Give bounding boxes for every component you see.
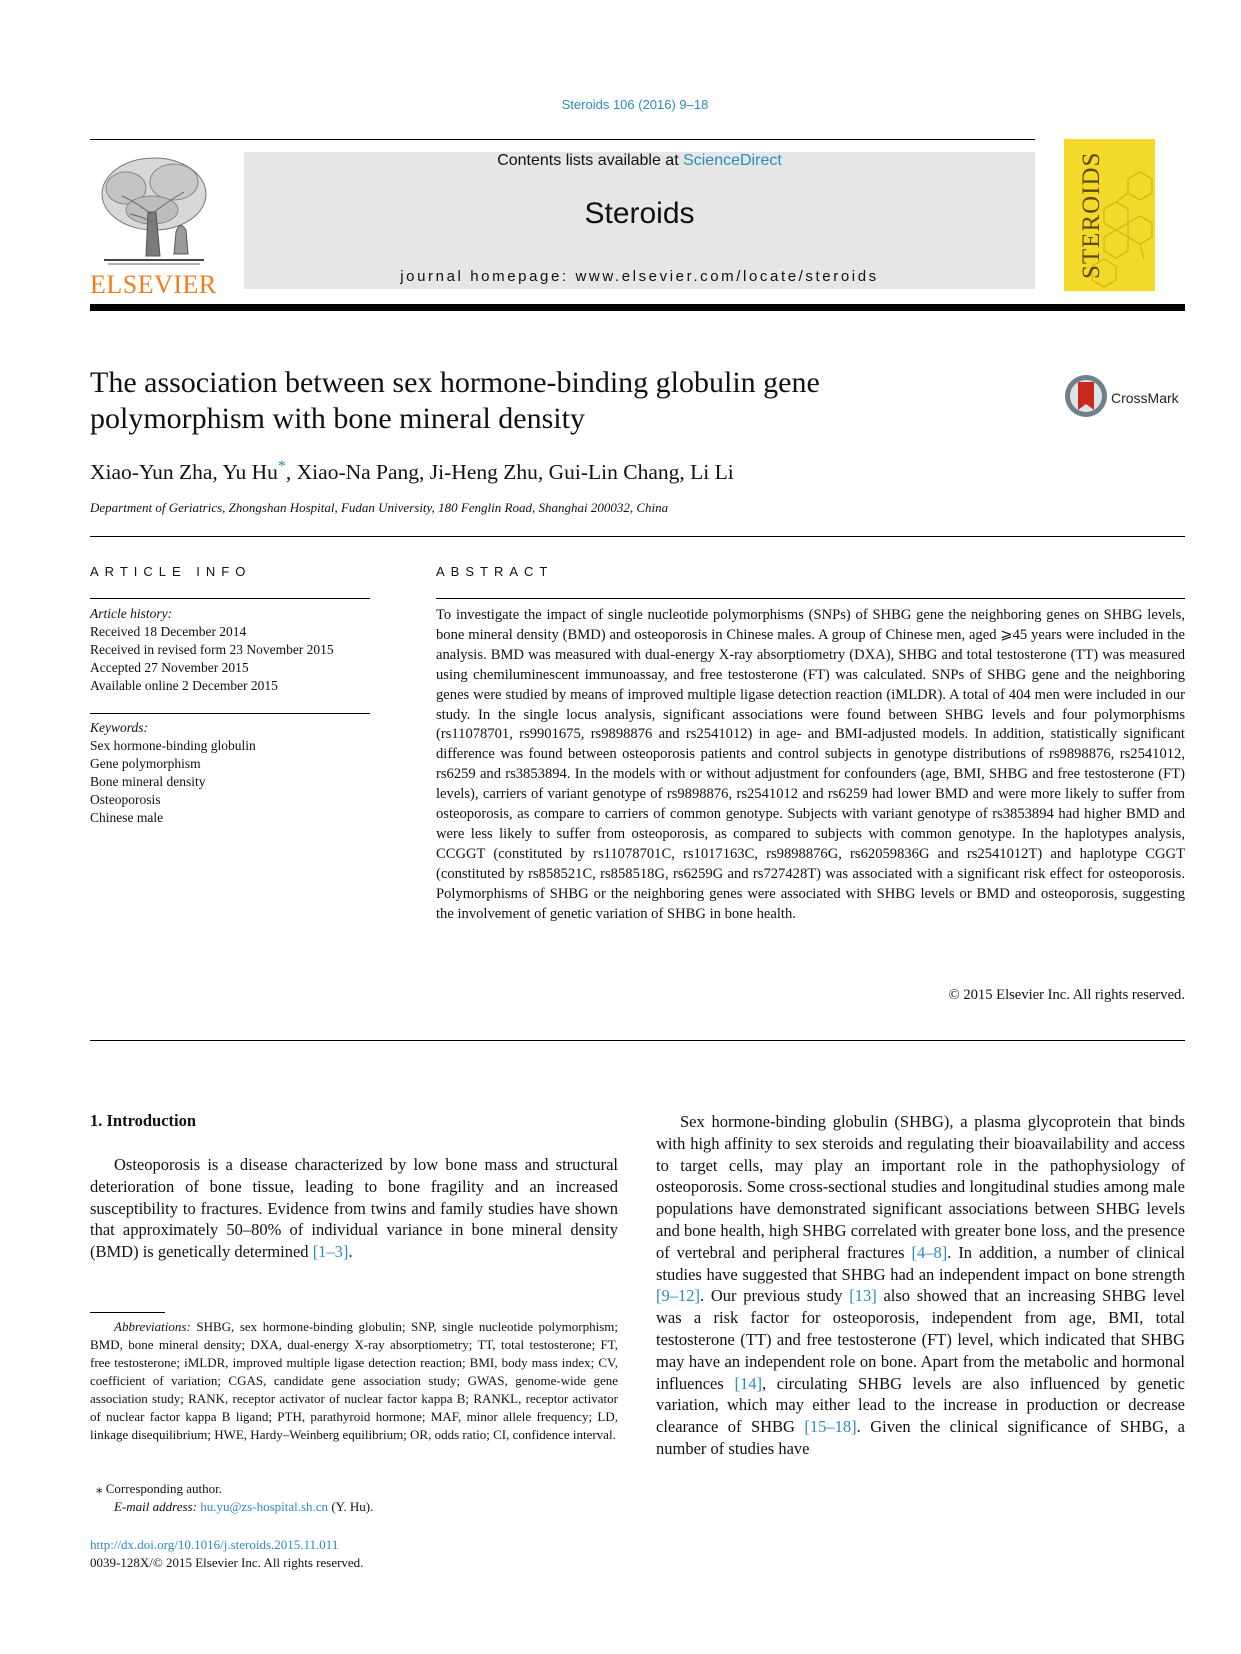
intro-p2-part: . Our previous study xyxy=(700,1286,850,1306)
header-thick-rule xyxy=(90,304,1185,311)
abbreviations-label: Abbreviations: xyxy=(114,1319,191,1334)
keyword-item: Osteoporosis xyxy=(90,792,161,807)
email-suffix: (Y. Hu). xyxy=(328,1499,374,1514)
authors-rest: , Xiao-Na Pang, Ji-Heng Zhu, Gui-Lin Chang, Li Li xyxy=(285,460,734,485)
crossmark-badge[interactable] xyxy=(1064,374,1184,422)
footnote-rule xyxy=(90,1312,165,1313)
crossmark-label: CrossMark xyxy=(1111,390,1179,406)
journal-homepage[interactable]: journal homepage: www.elsevier.com/locate/steroids xyxy=(400,268,879,285)
reference-link[interactable]: [1–3] xyxy=(312,1242,349,1262)
header-rule xyxy=(90,139,1035,140)
history-item: Received 18 December 2014 xyxy=(90,624,247,639)
issn-line: 0039-128X/© 2015 Elsevier Inc. All rights reserved. xyxy=(90,1555,364,1570)
contents-line xyxy=(244,152,1035,170)
article-info-rule xyxy=(90,598,370,599)
keywords-rule xyxy=(90,713,370,714)
doi-link[interactable]: http://dx.doi.org/10.1016/j.steroids.2015.11.011 xyxy=(90,1537,339,1552)
abbreviations-footnote xyxy=(90,1318,618,1444)
elsevier-logo[interactable] xyxy=(90,152,217,299)
email-link[interactable]: hu.yu@zs-hospital.sh.cn xyxy=(200,1499,329,1514)
history-item: Available online 2 December 2015 xyxy=(90,678,278,693)
keyword-item: Gene polymorphism xyxy=(90,756,201,771)
keyword-item: Bone mineral density xyxy=(90,774,206,789)
keyword-item: Sex hormone-binding globulin xyxy=(90,738,256,753)
intro-p2-part: . In addition, a number of clinical studies have suggested that SHBG had an independent impact on bone strength xyxy=(656,1242,1185,1284)
intro-p2-part: also showed that an increasing SHBG level was a risk factor for osteoporosis, independent from age, BMI, total testosterone (TT) and free testosterone (FT) level, which indicated that SHBG may have an independent role on bone. Apart from the metabolic and hormonal influences xyxy=(656,1286,1185,1393)
reference-link[interactable]: [4–8] xyxy=(911,1242,948,1262)
reference-link[interactable]: [14] xyxy=(734,1373,762,1393)
history-item: Accepted 27 November 2015 xyxy=(90,660,249,675)
intro-paragraph-2 xyxy=(656,1111,1185,1460)
article-title: The association between sex hormone-binding globulin gene polymorphism with bone mineral density xyxy=(90,366,820,435)
reference-link[interactable]: [13] xyxy=(849,1286,877,1306)
journal-citation[interactable]: Steroids 106 (2016) 9–18 xyxy=(561,97,709,112)
authors-first: Xiao-Yun Zha, Yu Hu xyxy=(90,460,278,485)
article-info-heading: ARTICLE INFO xyxy=(90,564,252,579)
abbreviations-text: SHBG, sex hormone-binding globulin; SNP, single nucleotide polymorphism; BMD, bone mineral density; DXA, dual-energy X-ray absorptiometry; TT, total testosterone; FT, free testosterone; iMLDR, improved multiple ligase detection reaction; BMI, body mass index; CV, coefficient of variation; CGAS, candidate gene association study; GWAS, genome-wide gene association study; RANK, receptor activator of nuclear factor kappa B; RANKL, receptor activator of nuclear factor kappa B ligand; PTH, parathyroid hormone; MAF, minor allele frequency; LD, linkage disequilibrium; HWE, Hardy–Weinberg equilibrium; OR, odds ratio; CI, confidence interval. xyxy=(90,1319,618,1442)
contents-prefix: Contents lists available at xyxy=(497,152,684,169)
intro-p1-text: Osteoporosis is a disease characterized by low bone mass and structural deterioration of bone tissue, leading to bone fragility and an increased susceptibility to fractures. Evidence from twins and family studies have shown that approximately 50–80% of individual variance in bone mineral density (BMD) is genetically determined xyxy=(90,1155,618,1262)
section-heading: 1. Introduction xyxy=(90,1111,197,1130)
journal-cover[interactable] xyxy=(1064,139,1155,291)
intro-p1-end: . xyxy=(348,1242,353,1262)
abstract-heading: ABSTRACT xyxy=(436,564,554,579)
abstract-rule xyxy=(436,598,1185,599)
affiliation: Department of Geriatrics, Zhongshan Hospital, Fudan University, 180 Fenglin Road, Shanghai 200032, China xyxy=(90,500,669,515)
keywords-list xyxy=(90,719,256,827)
email-line xyxy=(90,1499,373,1515)
journal-name: Steroids xyxy=(584,197,695,230)
intro-paragraph-1 xyxy=(90,1154,618,1263)
intro-p2-part: . Given the clinical significance of SHBG, a number of studies have xyxy=(656,1417,1185,1458)
history-label: Article history: xyxy=(90,606,173,621)
reference-link[interactable]: [9–12] xyxy=(656,1286,700,1306)
corresponding-author-mark[interactable]: * xyxy=(277,458,286,475)
abstract-copyright: © 2015 Elsevier Inc. All rights reserved. xyxy=(948,987,1185,1003)
journal-banner xyxy=(244,152,1035,289)
email-label: E-mail address: xyxy=(114,1499,197,1514)
affiliation-rule xyxy=(90,536,1185,537)
corresponding-author-note: ⁎ Corresponding author. xyxy=(96,1481,223,1496)
author-list xyxy=(90,458,734,485)
elsevier-wordmark: ELSEVIER xyxy=(90,270,217,299)
cover-title: STEROIDS xyxy=(1078,151,1105,279)
keyword-item: Chinese male xyxy=(90,810,164,825)
keywords-label: Keywords: xyxy=(90,720,148,735)
abstract-text: To investigate the impact of single nucleotide polymorphisms (SNPs) of SHBG gene the neighboring genes on SHBG levels, bone mineral density (BMD) and osteoporosis in Chinese males. A group of Chinese men, aged ⩾45 years were included in the analysis. BMD was measured with dual-energy X-ray absorptiometry (DXA), SHBG and total testosterone (TT) was measured using chemiluminescent immunoassay, and free testosterone (FT) was calculated. SNPs of SHBG gene and the neighboring genes were studied by means of improved multiple ligase detection reaction (iMLDR). A total of 404 men were included in our study. In the single locus analysis, significant associations were found between SHBG levels and four polymorphisms (rs11078701, rs9901675, rs9898876 and rs2541012) in age- and BMI-adjusted models. In addition, statistically significant difference was found between osteoporosis patients and control subjects in genotype distributions of rs9898876, rs2541012, rs6259 and rs3853894. In the models with or without adjustment for confounders (age, BMI, SHBG and free testosterone (FT) levels), carriers of variant genotype of rs9898876, rs2541012 and rs6259 had lower BMD and were more likely to suffer from osteoporosis, as compare to carriers of common genotype. Subjects with variant genotype of rs3853894 had higher BMD and were less likely to suffer from osteoporosis, as compared to subjects with common genotype. In the haplotypes analysis, CCGGT (constituted by rs11078701C, rs1017163C, rs9898876G, rs62059836G and rs2541012T) and haplotype CGGT (constituted by rs858521C, rs858518G, rs6259G and rs727428T) was associated with a significant risk effect for osteoporosis. Polymorphisms of SHBG or the neighboring genes were associated with SHBG levels or BMD and osteoporosis, suggesting the involvement of genetic variation of SHBG in bone health. xyxy=(436,607,1185,922)
sciencedirect-link[interactable]: ScienceDirect xyxy=(683,152,782,169)
intro-p2-part: Sex hormone-binding globulin (SHBG), a plasma glycoprotein that binds with high affinity to sex steroids and regulating their bioavailability and access to target cells, may play an important role in the pathophysiology of osteoporosis. Some cross-sectional studies and longitudinal studies among male populations have demonstrated significant associations between SHBG levels and bone health, high SHBG correlated with greater bone loss, and the presence of vertebral and peripheral fractures xyxy=(656,1112,1185,1262)
abstract-bottom-rule xyxy=(90,1040,1185,1041)
history-item: Received in revised form 23 November 2015 xyxy=(90,642,334,657)
intro-p2-part: , circulating SHBG levels are also influenced by genetic variation, which may either lead to the increase in production or decrease clearance of SHBG xyxy=(656,1373,1186,1437)
article-history xyxy=(90,605,334,695)
elsevier-tree-icon xyxy=(96,152,211,270)
crossmark-icon xyxy=(1064,374,1108,418)
reference-link[interactable]: [15–18] xyxy=(804,1417,857,1437)
